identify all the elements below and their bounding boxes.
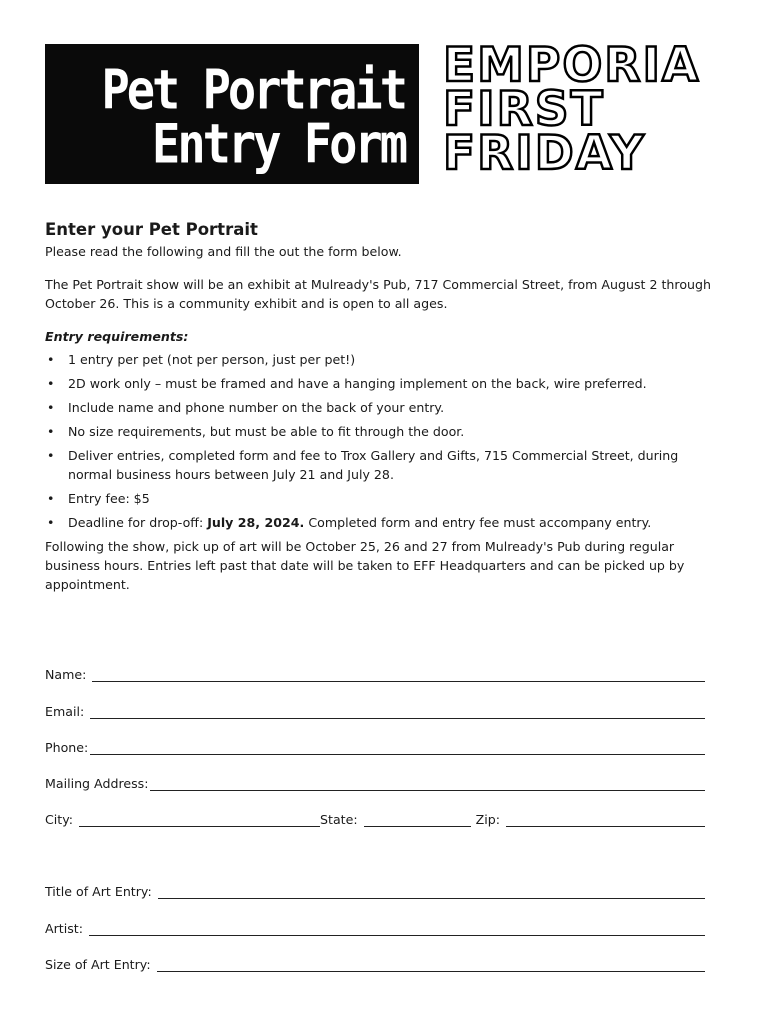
art-title-field[interactable] — [158, 885, 705, 899]
zip-field[interactable] — [506, 813, 705, 827]
email-row — [45, 699, 705, 719]
state-label: State: — [320, 812, 362, 827]
phone-row — [45, 735, 705, 755]
requirement-deadline — [45, 513, 725, 532]
phone-field[interactable] — [90, 741, 705, 755]
artist-row — [45, 916, 705, 936]
form-title-banner — [45, 44, 419, 184]
artist-field[interactable] — [89, 922, 705, 936]
requirement-item: • Include name and phone number on the back of your entry. — [45, 398, 725, 417]
name-field[interactable] — [92, 668, 705, 682]
requirements-list — [45, 350, 725, 532]
mailing-address-label: Mailing Address: — [45, 776, 149, 791]
requirement-item: • Entry fee: $5 — [45, 489, 725, 508]
state-field[interactable] — [364, 813, 471, 827]
requirement-item: • 1 entry per pet (not per person, just per pet!) — [45, 350, 725, 369]
requirement-item: • 2D work only – must be framed and have a hanging implement on the back, wire preferred. — [45, 374, 725, 393]
form-instructions — [45, 218, 725, 594]
deadline-suffix: Completed form and entry fee must accompany entry. — [304, 515, 652, 530]
name-label: Name: — [45, 667, 91, 682]
deadline-prefix: Deadline for drop-off: — [68, 515, 208, 530]
art-size-field[interactable] — [157, 958, 705, 972]
instruction-text: Please read the following and fill the out the form below. — [45, 244, 402, 259]
requirements-heading: Entry requirements: — [45, 329, 189, 344]
city-state-zip-row — [45, 807, 705, 827]
exhibit-description: The Pet Portrait show will be an exhibit at Mulready's Pub, 717 Commercial Street, from August 2 through October 26. This is a community exhibit and is open to all ages. — [45, 277, 711, 311]
size-row — [45, 952, 705, 972]
pickup-text: Following the show, pick up of art will be October 25, 26 and 27 from Mulready's Pub during regular business hours. Entries left past that date will be taken to EFF Headquarters and can be picked up by appointment. — [45, 539, 685, 592]
form-title-line-2: Entry Form — [152, 112, 405, 177]
art-title-label: Title of Art Entry: — [45, 884, 156, 899]
title-row — [45, 879, 705, 899]
section-heading: Enter your Pet Portrait — [45, 220, 258, 239]
email-label: Email: — [45, 704, 89, 719]
artist-label: Artist: — [45, 921, 87, 936]
email-field[interactable] — [90, 705, 705, 719]
logo-line-1: EMPORIA — [443, 38, 701, 93]
zip-label: Zip: — [475, 812, 504, 827]
requirement-item: • No size requirements, but must be able to fit through the door. — [45, 422, 725, 441]
deadline-date: July 28, 2024. — [207, 515, 305, 530]
phone-label: Phone: — [45, 740, 89, 755]
city-field[interactable] — [79, 813, 320, 827]
form-title-line-1: Pet Portrait — [101, 58, 405, 123]
address-row — [45, 771, 705, 791]
art-size-label: Size of Art Entry: — [45, 957, 155, 972]
name-row — [45, 662, 705, 682]
city-label: City: — [45, 812, 78, 827]
mailing-address-field[interactable] — [150, 777, 705, 791]
logo-line-3: FRIDAY — [443, 126, 646, 181]
requirement-item: • Deliver entries, completed form and fee to Trox Gallery and Gifts, 715 Commercial Street, during normal business hours between July 21 and July 28. — [45, 446, 725, 484]
logo-line-2: FIRST — [443, 82, 605, 137]
emporia-first-friday-logo — [443, 38, 733, 184]
